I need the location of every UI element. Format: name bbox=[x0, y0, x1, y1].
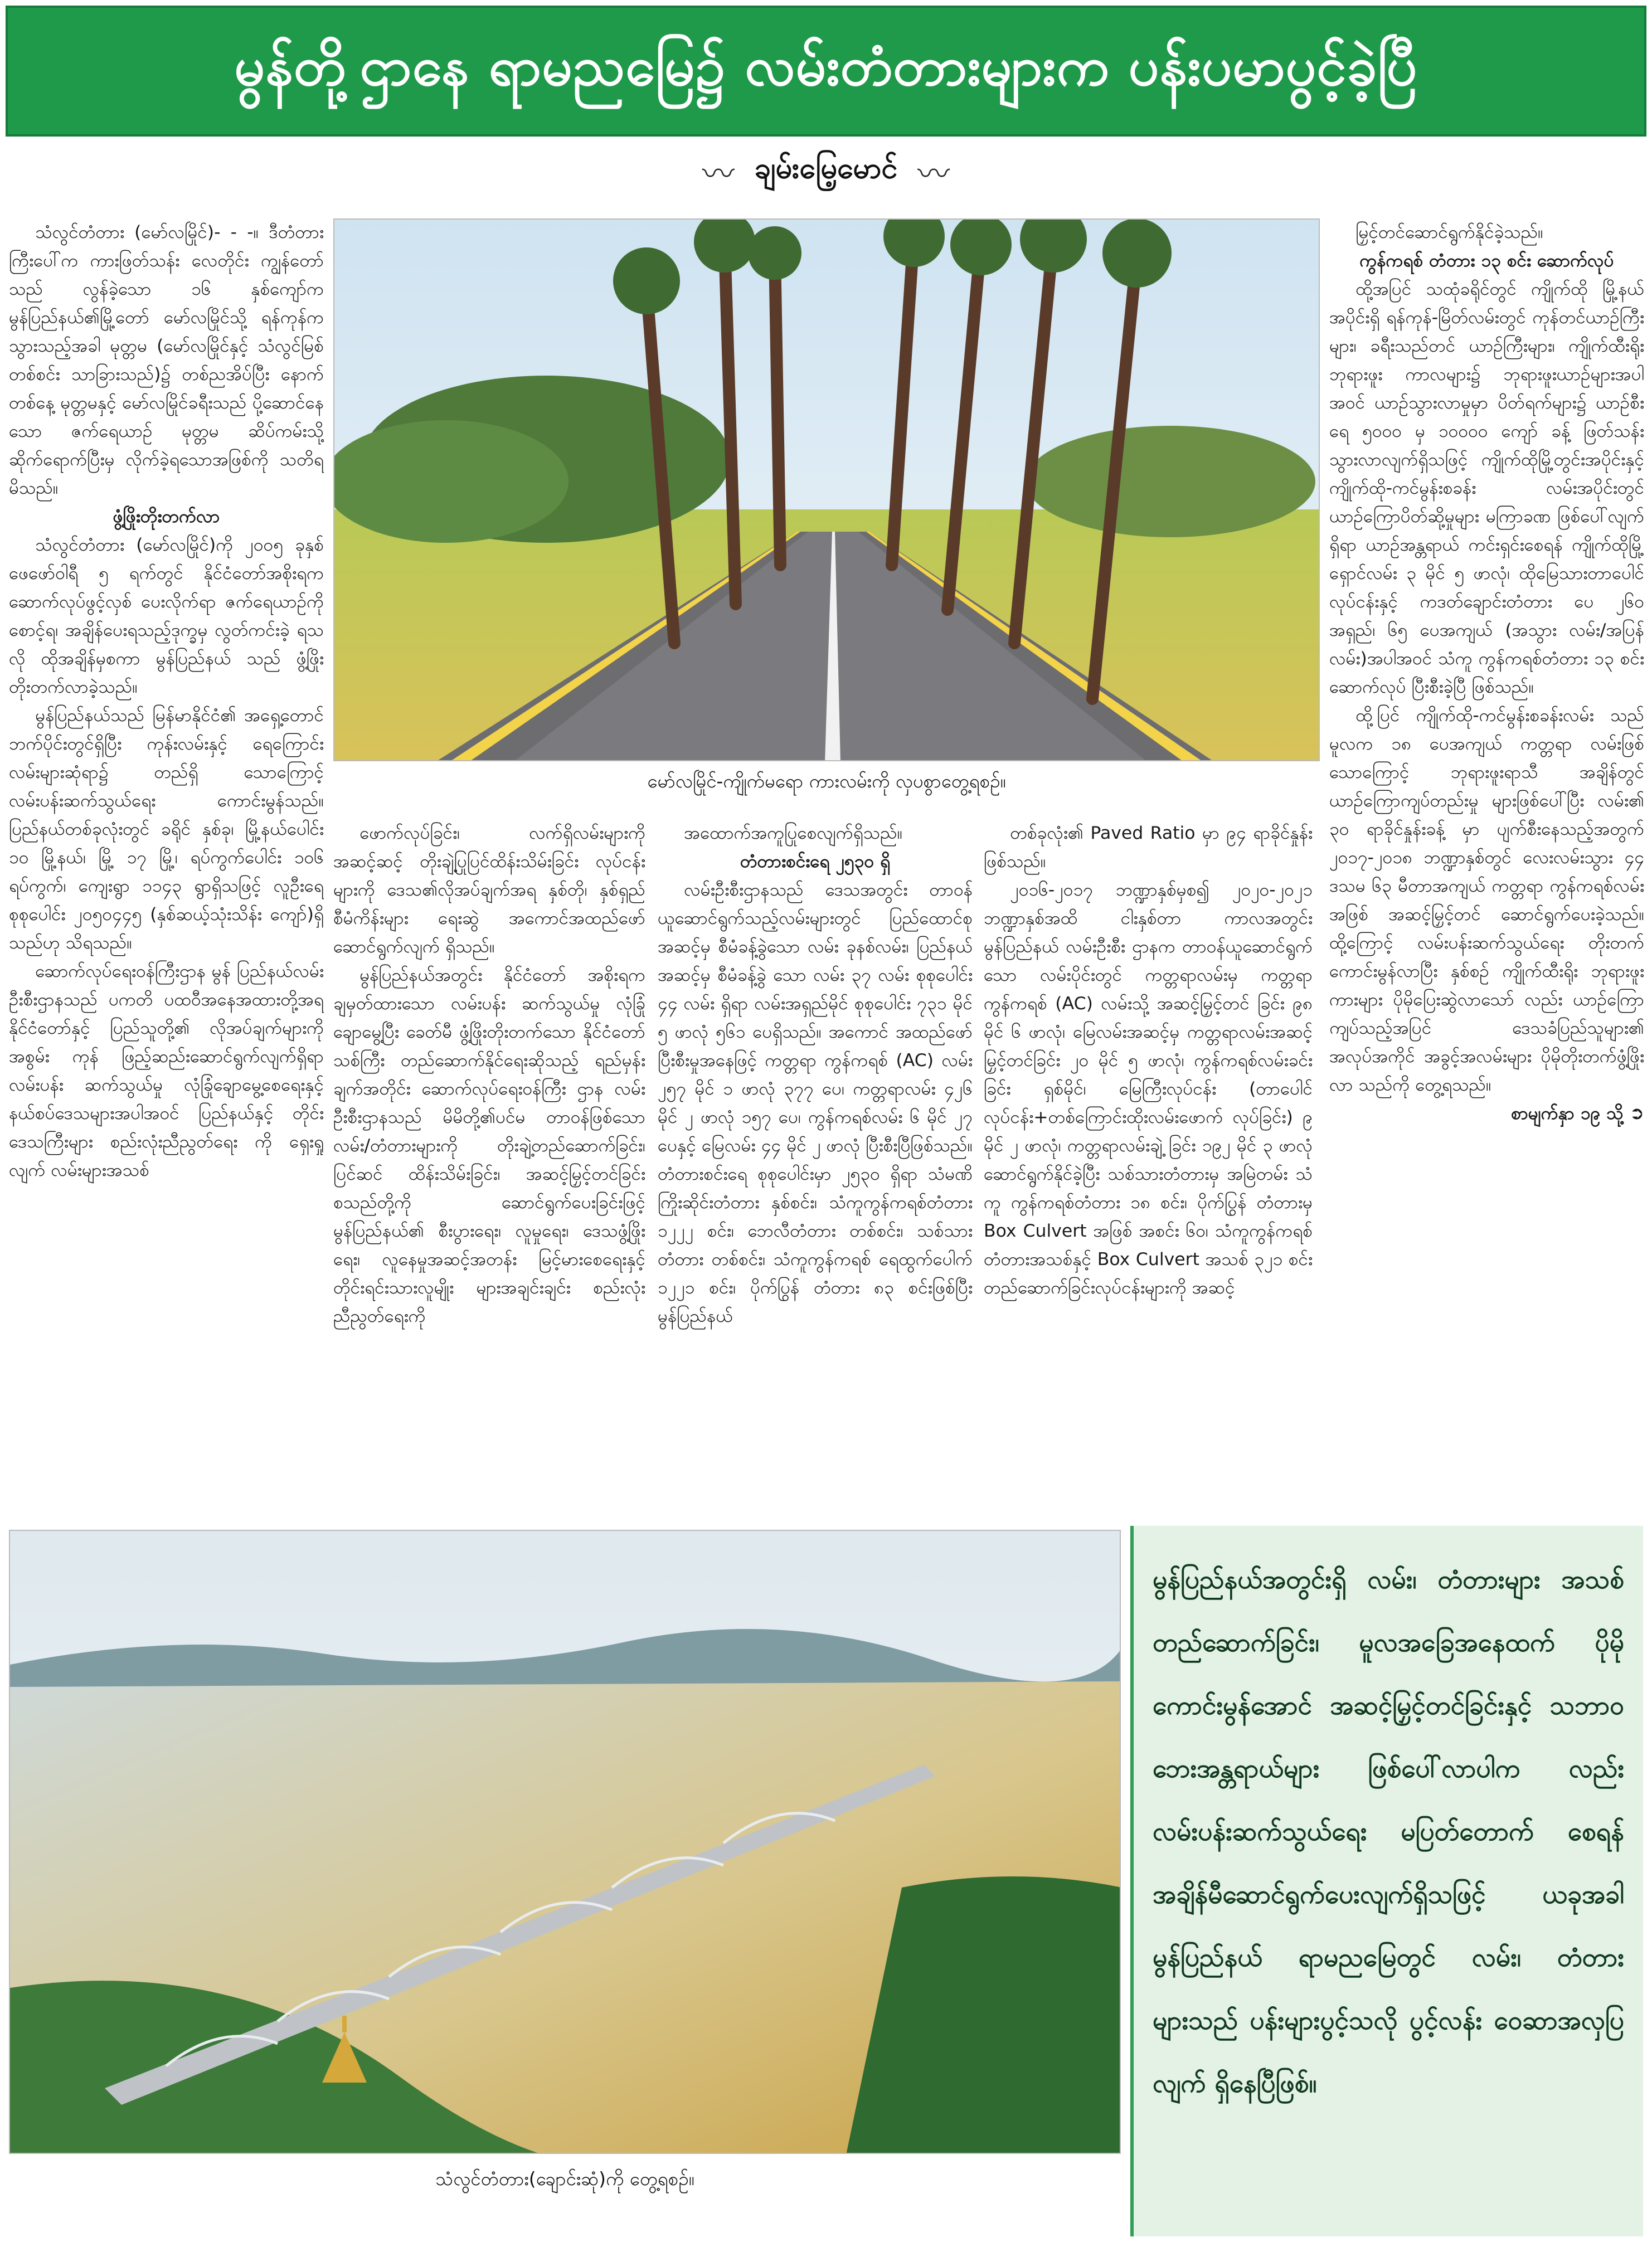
paragraph: မြှင့်တင်ဆောင်ရွက်နိုင်ခဲ့သည်။ bbox=[1355, 222, 1543, 242]
headline: မွန်တို့ဌာနေ ရာမညမြေ၌ လမ်းတံတားများက ပန်းပမာပွင့်ခဲ့ပြီ bbox=[234, 35, 1418, 98]
article-column-3 bbox=[658, 819, 973, 1521]
paragraph: ဆောက်လုပ်ရေးဝန်ကြီးဌာန မွန် ပြည်နယ်လမ်းဦးစီးဌာနသည် ပကတိ ပထဝီအနေအထားတို့အရ နိုင်ငံတော်နှင့် ပြည်သူတို့၏ လိုအပ်ချက်များကို အစွမ်း ကုန် ဖြည့်ဆည်းဆောင်ရွက်လျက်ရှိရာ လမ်းပန်း ဆက်သွယ်မှု လုံခြုံချောမွေ့စေရေးနှင့် နယ်စပ်ဒေသများအပါအဝင် ပြည်နယ်နှင့် တိုင်းဒေသကြီးများ စည်းလုံးညီညွတ်ရေး ကို ရှေးရှုလျက် လမ်းများအသစ် bbox=[9, 961, 324, 1180]
pull-quote: မွန်ပြည်နယ်အတွင်းရှိ လမ်း၊ တံတားများ အသစ်တည်ဆောက်ခြင်း၊ မူလအခြေအနေထက် ပိုမိုကောင်းမွန်အောင် အဆင့်မြှင့်တင်ခြင်းနှင့် သဘာဝဘေးအန္တရာယ်များ ဖြစ်ပေါ်လာပါက လည်း လမ်းပန်းဆက်သွယ်ရေး မပြတ်တောက် စေရန် အချိန်မီဆောင်ရွက်ပေးလျက်ရှိသဖြင့် ယခုအခါ မွန်ပြည်နယ် ရာမညမြေတွင် လမ်း၊ တံတားများသည် ပန်းများပွင့်သလို ပွင့်လန်း ဝေဆာအလှပြလျက် ရှိနေပြီဖြစ်။ bbox=[1130, 1526, 1643, 2236]
paragraph: မွန်ပြည်နယ်အတွင်း နိုင်ငံတော် အစိုးရက ချမှတ်ထားသော လမ်းပန်း ဆက်သွယ်မှု လုံခြုံချောမွေ့ပြီး ခေတ်မီ ဖွံ့ဖြိုးတိုးတက်သော နိုင်ငံတော်သစ်ကြီး တည်ဆောက်နိုင်ရေးဆိုသည့် ရည်မှန်း ချက်အတိုင်း ဆောက်လုပ်ရေးဝန်ကြီး ဌာန လမ်းဦးစီးဌာနသည် မိမိတို့၏ပင်မ တာဝန်ဖြစ်သော လမ်း/တံတားများကို တိုးချဲ့တည်ဆောက်ခြင်း၊ ပြင်ဆင် ထိန်းသိမ်းခြင်း၊ အဆင့်မြှင့်တင်ခြင်း စသည်တို့ကို ဆောင်ရွက်ပေးခြင်းဖြင့် မွန်ပြည်နယ်၏ စီးပွားရေး၊ လူမှုရေး၊ ဒေသဖွံ့ဖြိုးရေး၊ လူနေမှုအဆင့်အတန်း မြင့်မားစေရေးနှင့် တိုင်းရင်းသားလူမျိုး များအချင်းချင်း စည်းလုံးညီညွတ်ရေးကို bbox=[333, 965, 645, 1326]
bridge-illustration bbox=[10, 1531, 1121, 2154]
subheading: ဖွံ့ဖြိုးတိုးတက်လာ bbox=[113, 507, 220, 527]
article-column-1 bbox=[9, 218, 324, 1521]
paragraph: မွန်ပြည်နယ်သည် မြန်မာနိုင်ငံ၏ အရှေ့တောင်ဘက်ပိုင်းတွင်ရှိပြီး ကုန်းလမ်းနှင့် ရေကြောင်းလမ်းများဆုံရာ၌ တည်ရှိ သောကြောင့် လမ်းပန်းဆက်သွယ်ရေး ကောင်းမွန်သည်။ ပြည်နယ်တစ်ခုလုံးတွင် ခရိုင် နှစ်ခု၊ မြို့နယ်ပေါင်း ၁၀ မြို့နယ်၊ မြို့ ၁၇ မြို့၊ ရပ်ကွက်ပေါင်း ၁၀၆ ရပ်ကွက်၊ ကျေးရွာ ၁၁၄၃ ရွာရှိသဖြင့် လူဦးရေ စုစုပေါင်း ၂၀၅၀၄၄၅ (နှစ်ဆယ့်သုံးသိန်း ကျော်)ရှိသည်ဟု သိရသည်။ bbox=[9, 706, 324, 953]
paragraph: ဖောက်လုပ်ခြင်း၊ လက်ရှိလမ်းများကို အဆင့်ဆင့် တိုးချဲ့ပြုပြင်ထိန်းသိမ်းခြင်း လုပ်ငန်းများကို ဒေသ၏လိုအပ်ချက်အရ နှစ်တို၊ နှစ်ရှည်စီမံကိန်းများ ရေးဆွဲ အကောင်အထည်ဖော် ဆောင်ရွက်လျက် ရှိသည်။ bbox=[333, 823, 645, 957]
swirl-right-ornament: 〰 bbox=[917, 155, 950, 193]
subheading: ကွန်ကရစ် တံတား ၁၃ စင်း ဆောက်လုပ် bbox=[1359, 251, 1614, 271]
paragraph: သံလွင်တံတား (မော်လမြိုင်)ကို ၂၀၀၅ ခုနှစ် ဖေဖော်ဝါရီ ၅ ရက်တွင် နိုင်ငံတော်အစိုးရက ဆောက်လုပ်ဖွင့်လှစ် ပေးလိုက်ရာ ဇက်ရေယာဉ်ကို စောင့်ရ၊ အချိန်ပေးရသည့်ဒုက္ခမှ လွတ်ကင်းခဲ့ ရသလို ထိုအချိန်မှစကာ မွန်ပြည်နယ် သည် ဖွံ့ဖြိုးတိုးတက်လာခဲ့သည်။ bbox=[9, 535, 324, 697]
paragraph: သံလွင်တံတား (မော်လမြိုင်)- - -။ ဒီတံတားကြီးပေါ်က ကားဖြတ်သန်း လေတိုင်း ကျွန်တော်သည် လွန်ခဲ့သော ၁၆ နှစ်ကျော်က မွန်ပြည်နယ်၏မြို့တော် မော်လမြိုင်သို့ ရန်ကုန်က သွားသည့်အခါ မုတ္တမ (မော်လမြိုင်နှင့် သံလွင်မြစ်တစ်စင်း သာခြားသည်)၌ တစ်ညအိပ်ပြီး နောက် တစ်နေ့ မုတ္တမနှင့် မော်လမြိုင်ခရီးသည် ပို့ဆောင်နေသော ဇက်ရေယာဉ် မုတ္တမ ဆိပ်ကမ်းသို့ ဆိုက်ရောက်ပြီးမှ လိုက်ခဲ့ရသောအဖြစ်ကို သတိရမိသည်။ bbox=[9, 222, 324, 498]
road-photo bbox=[333, 218, 1320, 761]
paragraph: တစ်ခုလုံး၏ Paved Ratio မှာ ၉၄ ရာခိုင်နှုန်းဖြစ်သည်။ bbox=[984, 823, 1313, 872]
paragraph: အထောက်အကူပြုစေလျက်ရှိသည်။ bbox=[684, 823, 903, 843]
article-column-4 bbox=[984, 819, 1313, 1521]
paragraph: ၂၀၁၆-၂၀၁၇ ဘဏ္ဍာနှစ်မှစ၍ ၂၀၂၀-၂၀၂၁ ဘဏ္ဍာနှစ်အထိ ငါးနှစ်တာ ကာလအတွင်း မွန်ပြည်နယ် လမ်းဦးစီး ဌာနက တာဝန်ယူဆောင်ရွက်သော လမ်းပိုင်းတွင် ကတ္တရာလမ်းမှ ကတ္တရာ ကွန်ကရစ် (AC) လမ်းသို့ အဆင့်မြှင့်တင် ခြင်း ၉၈ မိုင် ၆ ဖာလုံ၊ မြေလမ်းအဆင့်မှ ကတ္တရာလမ်းအဆင့်မြှင့်တင်ခြင်း ၂၀ မိုင် ၅ ဖာလုံ၊ ကွန်ကရစ်လမ်းခင်းခြင်း ရှစ်မိုင်၊ မြေကြီးလုပ်ငန်း (တာပေါင် လုပ်ငန်း+တစ်ကြောင်းထိုးလမ်းဖောက် လုပ်ခြင်း) ၉ မိုင် ၂ ဖာလုံ၊ ကတ္တရာလမ်းချဲ့ ခြင်း ၁၉၂ မိုင် ၃ ဖာလုံ ဆောင်ရွက်နိုင်ခဲ့ပြီး သစ်သားတံတားမှ အမြဲတမ်း သံကူ ကွန်ကရစ်တံတား ၁၈ စင်း၊ ပိုက်ပြွန် တံတားမှ Box Culvert အဖြစ် အစင်း ၆၀၊ သံကူကွန်ကရစ်တံတားအသစ်နှင့် Box Culvert အသစ် ၃၂၁ စင်း တည်ဆောက်ခြင်းလုပ်ငန်းများကို အဆင့် bbox=[984, 880, 1313, 1298]
author-name: ချမ်းမြေ့မောင် bbox=[754, 152, 898, 185]
paragraph: လမ်းဦးစီးဌာနသည် ဒေသအတွင်း တာဝန်ယူဆောင်ရွက်သည့်လမ်းများတွင် ပြည်ထောင်စုအဆင့်မှ စီမံခန့်ခွဲသော လမ်း ခုနစ်လမ်း၊ ပြည်နယ်အဆင့်မှ စီမံခန့်ခွဲ သော လမ်း ၃၇ လမ်း စုစုပေါင်း ၄၄ လမ်း ရှိရာ လမ်းအရှည်မိုင် စုစုပေါင်း ၇၃၁ မိုင် ၅ ဖာလုံ ၅၆၁ ပေရှိသည်။ အကောင် အထည်ဖော်ပြီးစီးမှုအနေဖြင့် ကတ္တရာ ကွန်ကရစ် (AC) လမ်း ၂၅၇ မိုင် ၁ ဖာလုံ ၃၇၇ ပေ၊ ကတ္တရာလမ်း ၄၂၆ မိုင် ၂ ဖာလုံ ၁၅၇ ပေ၊ ကွန်ကရစ်လမ်း ၆ မိုင် ၂၇ ပေနှင့် မြေလမ်း ၄၄ မိုင် ၂ ဖာလုံ ပြီးစီးပြီဖြစ်သည်။ တံတားစင်းရေ စုစုပေါင်းမှာ ၂၅၃၀ ရှိရာ သံမဏိကြိုးဆိုင်းတံတား နှစ်စင်း၊ သံကူကွန်ကရစ်တံတား ၁၂၂၂ စင်း၊ ဘေလီတံတား တစ်စင်း၊ သစ်သား တံတား တစ်စင်း၊ သံကူကွန်ကရစ် ရေထွက်ပေါက် ၁၂၂၁ စင်း၊ ပိုက်ပြွန် တံတား ၈၃ စင်းဖြစ်ပြီး မွန်ပြည်နယ် bbox=[658, 880, 973, 1326]
road-photo-caption: မော်လမြိုင်-ကျိုက်မရော ကားလမ်းကို လှပစွာတွေ့ရစဉ်။ bbox=[647, 770, 1006, 792]
swirl-left-ornament: 〰 bbox=[702, 155, 735, 193]
subheading: တံတားစင်းရေ ၂၅၃၀ ရှိ bbox=[740, 852, 891, 872]
bridge-photo bbox=[9, 1530, 1121, 2154]
paragraph: ထို့ပြင် ကျိုက်ထို-ကင်မွန်းစခန်းလမ်း သည် မူလက ၁၈ ပေအကျယ် ကတ္တရာ လမ်းဖြစ်သောကြောင့် ဘုရားဖူးရာသီ အချိန်တွင် ယာဉ်ကြောကျပ်တည်းမှု များဖြစ်ပေါ်ပြီး လမ်း၏ ၃၀ ရာခိုင်နှုန်းခန့် မှာ ပျက်စီးနေသည့်အတွက် ၂၀၁၇-၂၀၁၈ ဘဏ္ဍာနှစ်တွင် လေးလမ်းသွား ၄၄ ဒသမ ၆၃ မီတာအကျယ် ကတ္တရာ ကွန်ကရစ်လမ်းအဖြစ် အဆင့်မြှင့်တင် ဆောင်ရွက်ပေးခဲ့သည်။ ထို့ကြောင့် လမ်းပန်းဆက်သွယ်ရေး တိုးတက် ကောင်းမွန်လာပြီး နှစ်စဉ် ကျိုက်ထီးရိုး ဘုရားဖူးကားများ ပိုမိုပြေးဆွဲလာသော် လည်း ယာဉ်ကြောကျပ်သည့်အပြင် ဒေသခံပြည်သူများ၏ အလုပ်အကိုင် အခွင့်အလမ်းများ ပိုမိုတိုးတက်ဖွံ့ဖြိုးလာ သည်ကို တွေ့ရသည်။ bbox=[1329, 706, 1644, 1095]
headline-banner bbox=[6, 6, 1646, 137]
paragraph: ထို့အပြင် သထုံခရိုင်တွင် ကျိုက်ထို မြို့နယ်အပိုင်းရှိ ရန်ကုန်-မြိတ်လမ်းတွင် ကုန်တင်ယာဉ်ကြီးများ၊ ခရီးသည်တင် ယာဉ်ကြီးများ၊ ကျိုက်ထီးရိုးဘုရားဖူး ကာလများ၌ ဘုရားဖူးယာဉ်များအပါ အဝင် ယာဉ်သွားလာမှုမှာ ပိတ်ရက်များ၌ ယာဉ်စီးရေ ၅၀၀၀ မှ ၁၀၀၀၀ ကျော် ခန့် ဖြတ်သန်းသွားလာလျက်ရှိသဖြင့် ကျိုက်ထိုမြို့တွင်းအပိုင်းနှင့် ကျိုက်ထို-ကင်မွန်းစခန်း လမ်းအပိုင်းတွင် ယာဉ်ကြောပိတ်ဆို့မှုများ မကြာခဏ ဖြစ်ပေါ်လျက်ရှိရာ ယာဉ်အန္တရာယ် ကင်းရှင်းစေရန် ကျိုက်ထိုမြို့ရှောင်လမ်း ၃ မိုင် ၅ ဖာလုံ၊ ထိုမြေသားတာပေါင် လုပ်ငန်းနှင့် ကဒတ်ချောင်းတံတား ပေ ၂၆၀ အရှည်၊ ၆၅ ပေအကျယ် (အသွား လမ်း/အပြန်လမ်း)အပါအဝင် သံကူ ကွန်ကရစ်တံတား ၁၃ စင်း ဆောက်လုပ် ပြီးစီးခဲ့ပြီ ဖြစ်သည်။ bbox=[1329, 279, 1644, 697]
article-column-5 bbox=[1329, 218, 1644, 1521]
road-illustration bbox=[334, 220, 1320, 761]
bridge-photo-caption: သံလွင်တံတား(ချောင်းဆုံ)ကို တွေ့ရစဉ်။ bbox=[435, 2167, 694, 2190]
article-column-2 bbox=[333, 819, 645, 1521]
byline bbox=[0, 146, 1652, 196]
continued-signoff: စာမျက်နှာ ၁၉ သို့ ➲ bbox=[1511, 1103, 1644, 1124]
